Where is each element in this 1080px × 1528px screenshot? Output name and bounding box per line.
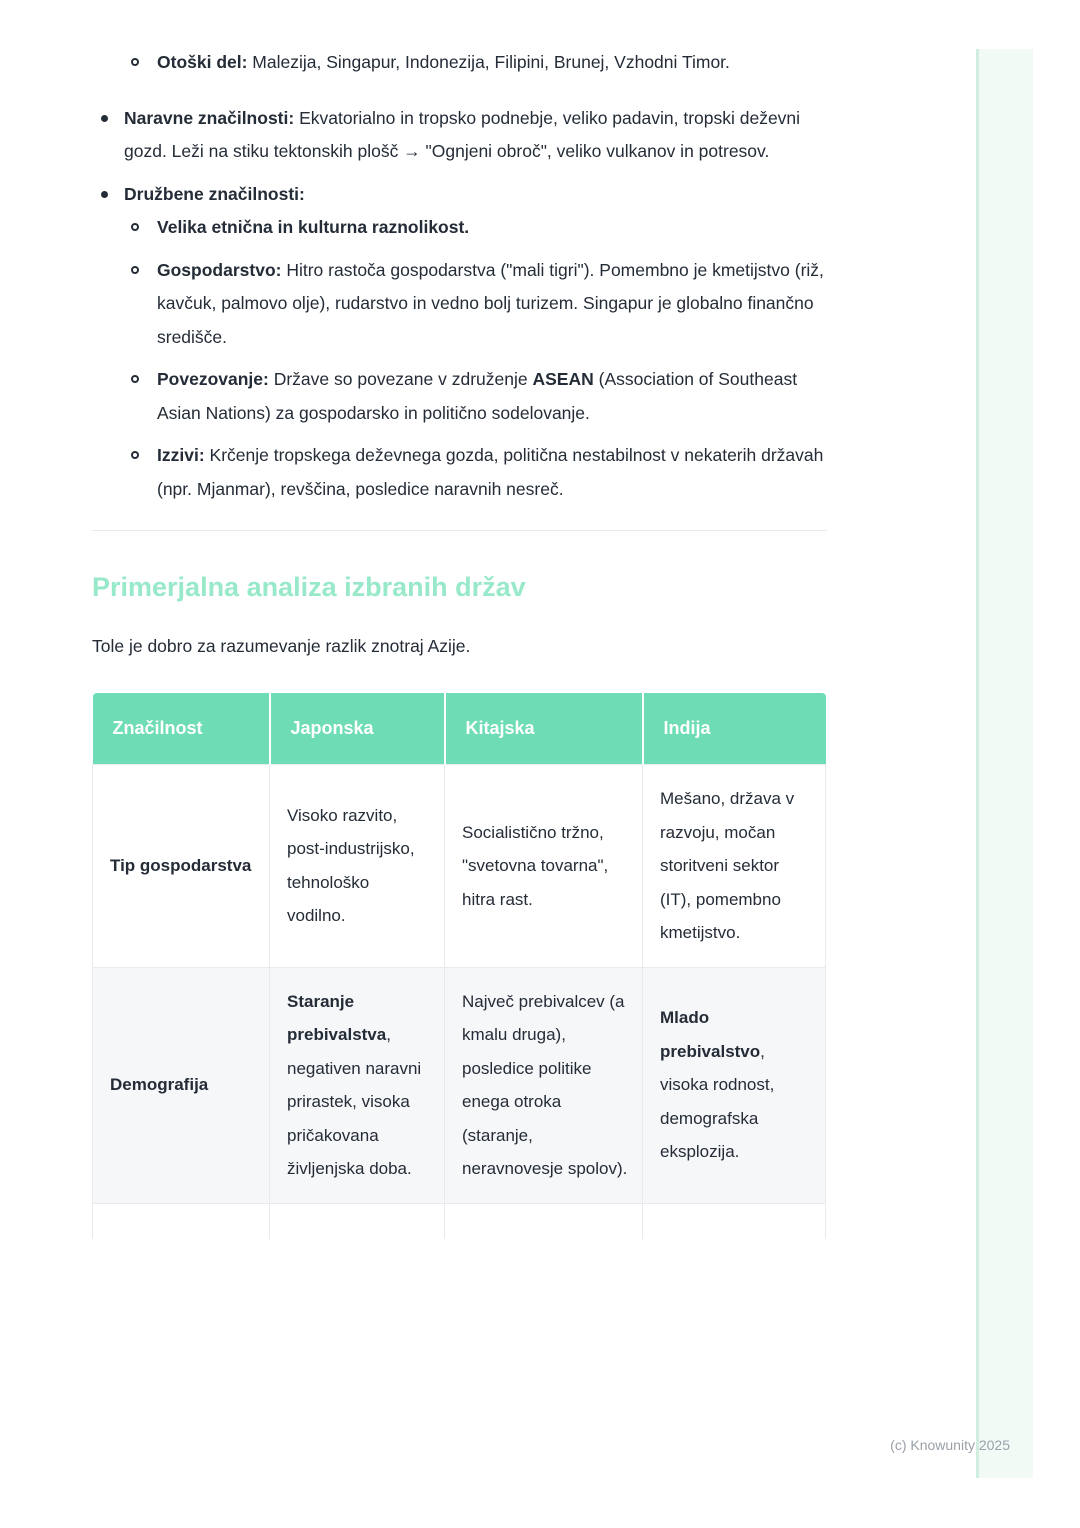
plain-text: Največ prebivalcev (a kmalu druga), posledice politike enega otroka (staranje, neravnovesje spolov). <box>462 991 628 1178</box>
row-label: Tip gospodarstva <box>93 765 270 968</box>
circle-bullet-icon <box>131 451 139 459</box>
table-cell <box>270 1203 445 1239</box>
bold-text: Družbene značilnosti: <box>124 183 305 204</box>
circle-bullet-icon <box>131 375 139 383</box>
column-header: Značilnost <box>93 693 270 765</box>
table-cell <box>445 1203 643 1239</box>
column-header: Indija <box>643 693 826 765</box>
row-label <box>93 1203 270 1239</box>
list-item <box>125 439 827 506</box>
plain-text: Socialistično tržno, "svetovna tovarna", hitra rast. <box>462 822 609 909</box>
plain-text: Krčenje tropskega deževnega gozda, politična nestabilnost v nekaterih državah (npr. Mjanmar), revščina, posledice naravnih nesreč. <box>157 445 824 499</box>
table-cell <box>445 967 643 1203</box>
table-cell <box>445 765 643 968</box>
bold-text: Povezovanje: <box>157 369 269 389</box>
plain-text: Visoko razvito, post-industrijsko, tehnološko vodilno. <box>287 805 415 926</box>
plain-text: Hitro rastoča gospodarstva ("mali tigri"). Pomembno je kmetijstvo (riž, kavčuk, palmovo olje), rudarstvo in vedno bolj turizem. Singapur je globalno finančno središče. <box>157 259 824 347</box>
bold-text: Staranje prebivalstva <box>287 991 387 1044</box>
plain-text: , negativen naravni prirastek, visoka pričakovana življenjska doba. <box>287 1025 422 1178</box>
table-row <box>93 967 826 1203</box>
table-cell <box>270 765 445 968</box>
circle-bullet-icon <box>131 266 139 274</box>
plain-text: Mešano, država v razvoju, močan storitveni sektor (IT), pomembno kmetijstvo. <box>660 789 795 942</box>
footer-copyright: (c) Knowunity 2025 <box>890 1437 1010 1453</box>
bold-text: Gospodarstvo: <box>157 259 282 280</box>
table-cell <box>643 967 826 1203</box>
column-header: Japonska <box>270 693 445 765</box>
bold-text: Izzivi: <box>157 445 205 465</box>
column-header: Kitajska <box>445 693 643 765</box>
table-header-row <box>93 693 826 765</box>
circle-bullet-icon <box>131 223 139 231</box>
bold-text: Otoški del: <box>157 52 248 72</box>
bold-text: Velika etnična in kulturna raznolikost. <box>157 217 470 237</box>
plain-text: Malezija, Singapur, Indonezija, Filipini, Brunej, Vzhodni Timor. <box>247 52 730 72</box>
outline-list <box>92 46 827 506</box>
comparison-table <box>92 693 826 1240</box>
list-item <box>125 363 827 430</box>
list-item <box>92 102 827 169</box>
plain-text: Države so povezane v združenje <box>268 369 533 389</box>
circle-bullet-icon <box>131 58 139 66</box>
bold-text: ASEAN <box>532 369 594 389</box>
table-row <box>93 1203 826 1239</box>
intro-text: Tole je dobro za razumevanje razlik znotraj Azije. <box>92 636 471 656</box>
plain-text: , visoka rodnost, demografska eksplozija. <box>660 1041 775 1162</box>
disc-bullet-icon <box>101 191 108 198</box>
table-cell <box>643 765 826 968</box>
table-cell <box>643 1203 826 1239</box>
row-label: Demografija <box>93 967 270 1203</box>
list-item <box>125 46 827 80</box>
section-heading: Primerjalna analiza izbranih držav <box>92 572 526 602</box>
plain-text: (Association of Southeast Asian Nations) za gospodarsko in politično sodelovanje. <box>157 369 798 423</box>
page-content <box>92 46 827 1239</box>
table-row <box>93 765 826 968</box>
table-cell <box>270 967 445 1203</box>
table-body <box>93 765 826 1240</box>
section-divider <box>92 530 827 531</box>
disc-bullet-icon <box>101 115 108 122</box>
bold-text: Naravne značilnosti: <box>124 107 295 128</box>
page-edge-strip <box>976 49 1033 1478</box>
bold-text: Mlado prebivalstvo <box>660 1008 761 1061</box>
list-item <box>92 178 827 212</box>
plain-text: Ekvatorialno in tropsko podnebje, veliko padavin, tropski deževni gozd. Leži na stiku tektonskih plošč → "Ognjeni obroč", veliko vulkanov in potresov. <box>124 107 801 161</box>
list-item <box>125 211 827 245</box>
list-item <box>125 254 827 355</box>
